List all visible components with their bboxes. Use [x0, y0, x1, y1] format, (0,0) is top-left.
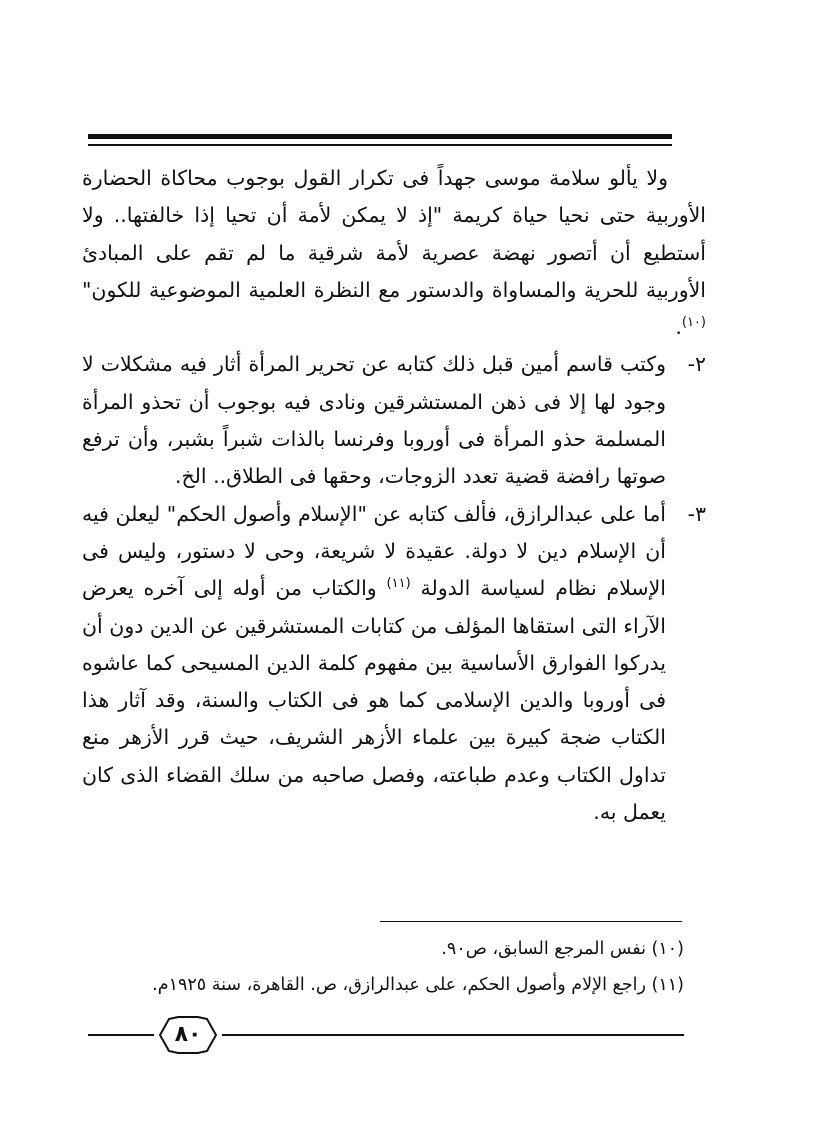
intro-text: ولا يألو سلامة موسى جهداً فى تكرار القول بوجوب محاكاة الحضارة الأوربية حتى نحيا حياة كريمة "إذ لا يمكن لأمة أن تحيا إذا خالفتها.. ولا أستطيع أن أتصور نهضة عصرية لأمة شرقية ما لم تقم على المبادئ الأوربية للحرية والمساواة والدستور مع النظرة العلمية الموضوعية للكون"	[82, 166, 706, 302]
list-number: ٣-	[687, 501, 706, 526]
list-item-text-before: أما على عبدالرازق، فألف كتابه عن "الإسلام وأصول الحكم" ليعلن فيه أن الإسلام دين لا دولة. عقيدة لا شريعة، وحى لا دستور، وليس فى الإسلام نظام لسياسة الدولة	[82, 501, 666, 601]
footnote-10: (١٠) نفس المرجع السابق، ص٩٠.	[441, 939, 684, 959]
list-item-text	[82, 496, 666, 832]
footer-rule-left	[88, 1034, 154, 1036]
page-number: ٨٠	[174, 1022, 202, 1047]
body-text	[82, 160, 706, 831]
list-number: ٢-	[687, 352, 706, 377]
page-number-badge	[158, 1013, 218, 1057]
footnotes	[82, 931, 684, 1003]
footnote-ref-10[interactable]: (١٠)	[681, 315, 706, 331]
list-item-text: وكتب قاسم أمين قبل ذلك كتابه عن تحرير المرأة أثار فيه مشكلات لا وجود لها إلا فى ذهن المستشرقين ونادى فيه بوجوب أن تحذو المرأة المسلمة حذو المرأة فى أوروبا وفرنسا بالذات شبراً بشبر، وأن ترفع صوتها رافضة قضية تعدد الزوجات، وحقها فى الطلاق.. الخ.	[82, 352, 666, 489]
header-rule-thin	[88, 144, 672, 146]
list-item-text-after: والكتاب من أوله إلى آخره يعرض الآراء التى استقاها المؤلف من كتابات المستشرقين عن الدين دون أن يدركوا الفوارق الأساسية بين مفهوم كلمة الدين المسيحى كما عاشوه فى أوروبا والدين الإسلامى كما هو فى الكتاب والسنة، وقد آثار هذا الكتاب ضجة كبيرة بين علماء الأزهر الشريف، حيث قرر الأزهر منع تداول الكتاب وعدم طباعته، وفصل صاحبه من سلك القضاء الذى كان يعمل به.	[82, 576, 666, 825]
footnote-11: (١١) راجع الإلام وأصول الحكم، على عبدالرازق، ص. القاهرة، سنة ١٩٢٥م.	[152, 975, 684, 995]
header-rule-thick	[88, 134, 672, 139]
footnote-separator	[380, 921, 682, 922]
intro-paragraph	[82, 160, 706, 346]
page-footer	[88, 1013, 684, 1057]
list-item-2	[82, 346, 706, 495]
footer-rule-right	[222, 1034, 684, 1036]
intro-end: .	[675, 315, 682, 340]
footnote-ref-11[interactable]: (١١)	[386, 576, 411, 592]
list-item-3	[82, 496, 706, 832]
